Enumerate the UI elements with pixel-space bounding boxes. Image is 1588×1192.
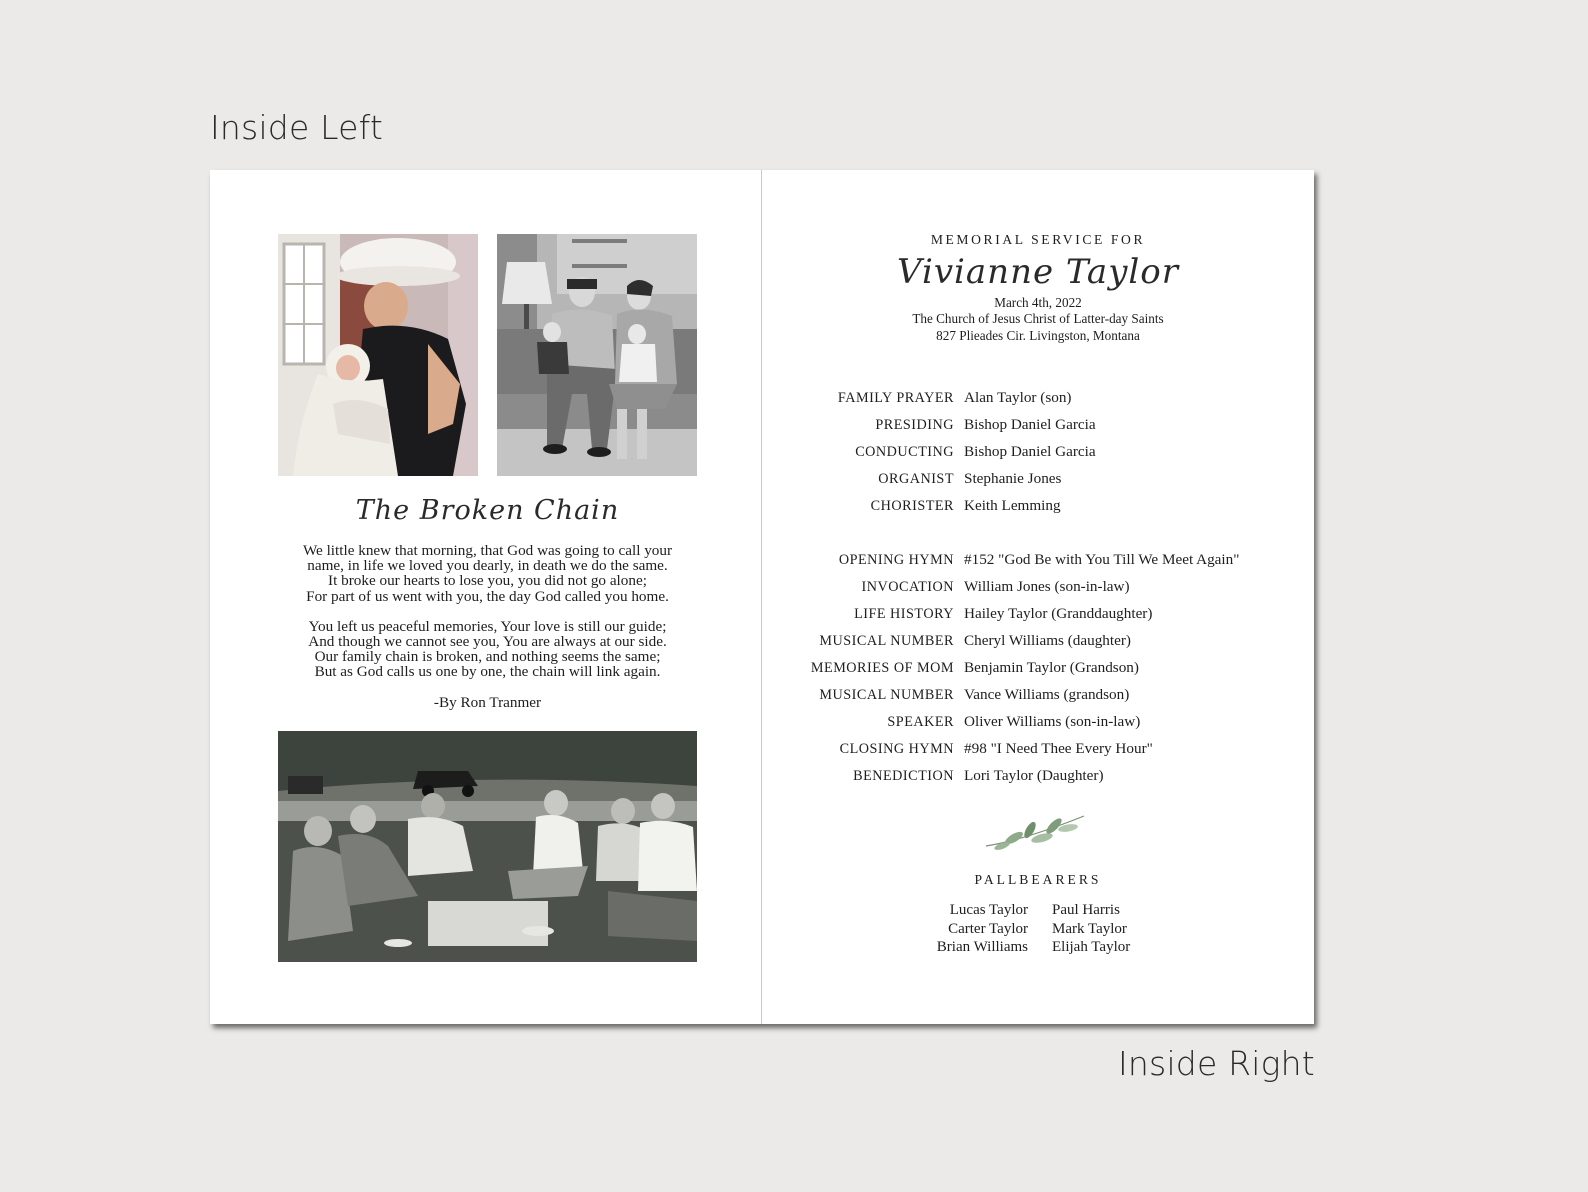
- pallbearer-name: Brian Williams: [936, 939, 1028, 955]
- pallbearers-heading: PALLBEARERS: [974, 872, 1102, 887]
- program-row: [762, 766, 1314, 788]
- program-role: OPENING HYMN: [838, 552, 954, 568]
- poem-line: For part of us went with you, the day God called you home.: [306, 587, 669, 605]
- program-row: [762, 739, 1314, 761]
- pallbearers-left-column: [937, 901, 1028, 957]
- program-role: PRESIDING: [875, 417, 954, 433]
- program-role: MUSICAL NUMBER: [819, 687, 954, 703]
- program-row: [762, 658, 1314, 680]
- program-role: CONDUCTING: [855, 444, 954, 460]
- program-participant: Lori Taylor (Daughter): [964, 767, 1104, 784]
- pallbearer-name: Paul Harris: [1052, 902, 1120, 918]
- pallbearers-right-column: [1052, 901, 1130, 957]
- program-participant: Bishop Daniel Garcia: [964, 443, 1096, 460]
- inside-right-label: Inside Right: [1118, 1044, 1315, 1083]
- program-participant: William Jones (son-in-law): [964, 578, 1130, 595]
- poem-stanza-1: [268, 543, 707, 604]
- eucalyptus-leaf-icon: [984, 810, 1088, 854]
- program-role: MUSICAL NUMBER: [819, 633, 954, 649]
- poem-line: Our family chain is broken, and nothing seems the same;: [314, 648, 661, 666]
- program-participant: Stephanie Jones: [964, 470, 1062, 487]
- poem-line: You left us peaceful memories, Your love is still our guide;: [308, 617, 667, 635]
- program-role: BENEDICTION: [853, 768, 954, 784]
- pallbearer-name: Mark Taylor: [1052, 920, 1127, 937]
- program-participant: Hailey Taylor (Granddaughter): [964, 605, 1153, 622]
- program-role: FAMILY PRAYER: [837, 390, 954, 406]
- program-role: SPEAKER: [887, 714, 954, 730]
- program-participant: Bishop Daniel Garcia: [964, 416, 1096, 433]
- service-date: March 4th, 2022: [994, 295, 1082, 310]
- poem-body: [268, 543, 707, 710]
- poem-line: name, in life we loved you dearly, in death we do the same.: [307, 557, 668, 575]
- program-row: [762, 550, 1314, 572]
- program-role: INVOCATION: [861, 579, 954, 595]
- program-row: [762, 577, 1314, 599]
- photo-mother-with-baby: [278, 234, 478, 476]
- inside-left-label: Inside Left: [210, 108, 384, 147]
- pallbearer-name: Elijah Taylor: [1052, 939, 1131, 955]
- program-role: MEMORIES OF MOM: [810, 660, 954, 676]
- service-info: [762, 295, 1314, 344]
- poem-line: But as God calls us one by one, the chain will link again.: [314, 663, 661, 681]
- program-role: CLOSING HYMN: [839, 741, 954, 757]
- program-participant: Benjamin Taylor (Grandson): [964, 659, 1139, 676]
- program-participant: Alan Taylor (son): [964, 389, 1072, 406]
- program-row: [762, 712, 1314, 734]
- program-role: ORGANIST: [878, 471, 954, 487]
- inside-right-page: [762, 170, 1314, 1024]
- program-spread: [210, 170, 1314, 1024]
- pallbearer-name: Carter Taylor: [948, 920, 1028, 937]
- program-row: [762, 469, 1314, 491]
- service-church: The Church of Jesus Christ of Latter-day Saints: [912, 311, 1164, 327]
- program-participant: Vance Williams (grandson): [964, 686, 1130, 703]
- program-row: [762, 442, 1314, 464]
- program-row: [762, 496, 1314, 518]
- deceased-name: Vivianne Taylor: [896, 252, 1180, 292]
- pallbearer-name: Lucas Taylor: [949, 902, 1028, 918]
- program-participant: #98 "I Need Thee Every Hour": [964, 740, 1153, 757]
- poem-line: It broke our hearts to lose you, you did not go alone;: [328, 572, 647, 590]
- program-role: LIFE HISTORY: [854, 606, 954, 622]
- program-row: [762, 685, 1314, 707]
- poem-stanza-2: [268, 619, 707, 680]
- program-participant: #152 "God Be with You Till We Meet Again": [964, 551, 1240, 568]
- memorial-heading: MEMORIAL SERVICE FOR: [930, 232, 1146, 247]
- poem-title: The Broken Chain: [355, 495, 620, 526]
- program-row: [762, 631, 1314, 653]
- poem-line: We little knew that morning, that God was going to call your: [302, 542, 673, 559]
- program-participant: Keith Lemming: [964, 497, 1061, 514]
- program-row: [762, 604, 1314, 626]
- service-address: 827 Plieades Cir. Livingston, Montana: [936, 327, 1140, 343]
- program-participant: Oliver Williams (son-in-law): [964, 713, 1141, 730]
- program-role: CHORISTER: [870, 498, 954, 514]
- program-row: [762, 388, 1314, 410]
- photo-family-picnic: [278, 731, 697, 962]
- program-participant: Cheryl Williams (daughter): [964, 632, 1131, 649]
- program-row: [762, 415, 1314, 437]
- poem-author: -By Ron Tranmer: [433, 693, 542, 711]
- poem-line: And though we cannot see you, You are always at our side.: [308, 633, 667, 651]
- photo-family-on-couch: [497, 234, 697, 476]
